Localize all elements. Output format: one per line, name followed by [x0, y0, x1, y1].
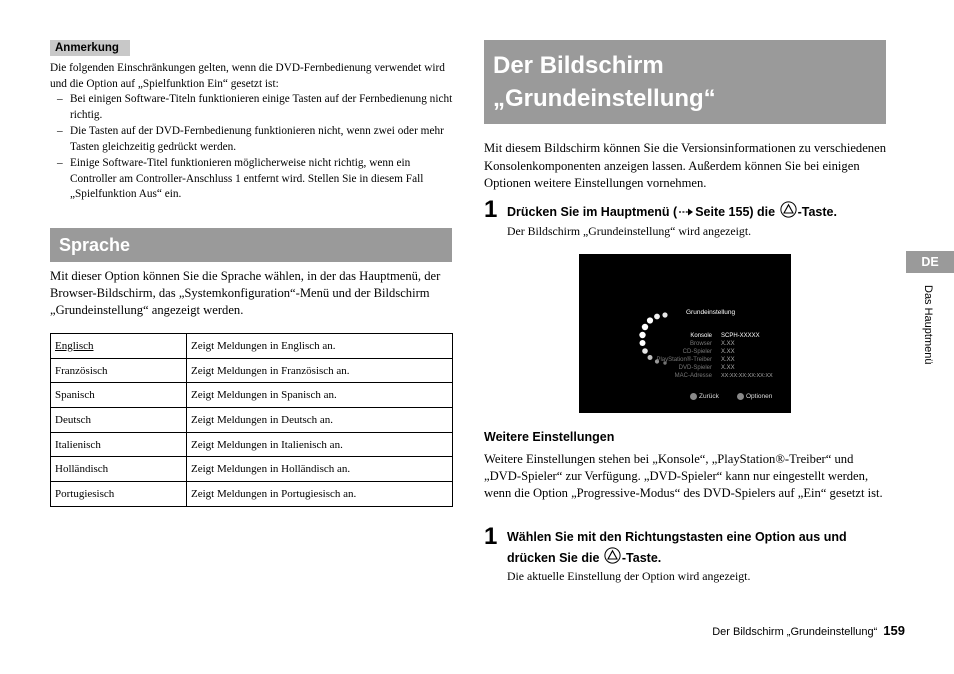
- note-item-text: Einige Software-Titel funktionieren möglicherweise nicht richtig, wenn ein Controller am Controller-Anschluss 1 entfernt wird. Stellen Sie in diesem Fall „Spielfunktion Aus“ ein.: [70, 157, 424, 200]
- page-title-line1: Der Bildschirm: [493, 52, 664, 79]
- screen-title: Grundeinstellung: [686, 309, 736, 316]
- screen-row-label: DVD-Spieler: [678, 365, 712, 371]
- note-intro: Die folgenden Einschränkungen gelten, wenn die DVD-Fernbedienung verwendet wird und die Option auf „Spielfunktion Ein“ gesetzt ist:: [50, 62, 445, 90]
- table-row: [51, 334, 453, 359]
- screen-row: [579, 356, 791, 364]
- chapter-label: Das Hauptmenü: [922, 285, 934, 365]
- step-text-part: -Taste.: [797, 204, 837, 219]
- screen-row: [579, 372, 791, 380]
- step-text-part: Wählen Sie mit den Richtungstasten eine Option aus und drücken Sie die: [507, 530, 847, 565]
- screen-row: [579, 340, 791, 348]
- screen-row-value: X.XX: [721, 341, 735, 347]
- description-cell: Zeigt Meldungen in Italienisch an.: [187, 432, 453, 457]
- language-cell: Portugiesisch: [51, 482, 187, 507]
- dash: –: [57, 93, 63, 105]
- screen-row-label: Browser: [689, 341, 712, 347]
- language-cell: Deutsch: [51, 408, 187, 433]
- table-row: [51, 358, 453, 383]
- note-item: [50, 92, 455, 123]
- step-text-part: Drücken Sie im Hauptmenü (: [507, 204, 678, 219]
- step-instruction: [507, 528, 887, 570]
- description-cell: Zeigt Meldungen in Englisch an.: [187, 334, 453, 359]
- description-cell: Zeigt Meldungen in Holländisch an.: [187, 457, 453, 482]
- screen-row-value: X.XX: [721, 365, 735, 371]
- note-item: [50, 156, 455, 203]
- screen-row-value: X.XX: [721, 349, 735, 355]
- description-cell: Zeigt Meldungen in Französisch an.: [187, 358, 453, 383]
- weitere-body: Weitere Einstellungen stehen bei „Konsole“, „PlayStation®-Treiber“ und „DVD-Spieler“ zur Verfügung. „DVD-Spieler“ kann nur eingestellt werden, wenn die Option „Progressive-Modus“ des DVD-Spielers auf „Ein“ gesetzt ist.: [484, 452, 883, 500]
- table-row: [51, 432, 453, 457]
- back-hint: [690, 393, 719, 400]
- step-number: 1: [484, 196, 498, 223]
- step-result: Der Bildschirm „Grundeinstellung“ wird angezeigt.: [507, 224, 752, 238]
- language-cell: Italienisch: [51, 432, 187, 457]
- screen-row-value: XX:XX:XX:XX:XX:XX: [721, 373, 773, 379]
- triangle-button-icon: [780, 201, 797, 224]
- weitere-heading: Weitere Einstellungen: [484, 430, 615, 444]
- circle-button-icon: [690, 393, 697, 400]
- screen-row-value: X.XX: [721, 357, 735, 363]
- screen-row-label: PlayStation®-Treiber: [656, 357, 712, 363]
- table-row: [51, 457, 453, 482]
- step-instruction: [507, 201, 897, 224]
- screen-row: [579, 332, 791, 340]
- options-label: Optionen: [746, 393, 773, 401]
- description-cell: Zeigt Meldungen in Deutsch an.: [187, 408, 453, 433]
- step-result: Die aktuelle Einstellung der Option wird angezeigt.: [507, 569, 751, 583]
- note-list: [50, 92, 455, 204]
- screen-row-label: MAC-Adresse: [674, 373, 712, 379]
- section-heading-sprache: Sprache: [50, 228, 452, 262]
- dash: –: [57, 157, 63, 169]
- language-cell: Spanisch: [51, 383, 187, 408]
- triangle-button-icon: [604, 547, 621, 570]
- screen-row: [579, 348, 791, 356]
- table-row: [51, 383, 453, 408]
- note-item-text: Die Tasten auf der DVD-Fernbedienung funktionieren nicht, wenn zwei oder mehr Tasten gleichzeitig gedrückt werden.: [70, 125, 444, 153]
- screen-row-value: SCPH-XXXXX: [721, 333, 760, 339]
- language-cell: Holländisch: [51, 457, 187, 482]
- dash: –: [57, 125, 63, 137]
- screen-row: [579, 364, 791, 372]
- back-label: Zurück: [699, 393, 719, 401]
- grund-intro: Mit diesem Bildschirm können Sie die Versionsinformationen zu verschiedenen Konsolenkomponenten anzeigen lassen. Außerdem können Sie bei einigen Optionen weitere Einstellungen vornehmen.: [484, 141, 886, 190]
- page-title: [484, 40, 886, 124]
- note-item-text: Bei einigen Software-Titeln funktionieren einige Tasten auf der Fernbedienung nicht richtig.: [70, 93, 453, 121]
- page-title-line2: „Grundeinstellung“: [493, 85, 716, 112]
- triangle-button-icon: [737, 393, 744, 400]
- page-reference-arrow-icon: [679, 203, 693, 222]
- language-table: [50, 333, 453, 507]
- description-cell: Zeigt Meldungen in Portugiesisch an.: [187, 482, 453, 507]
- step-text-part: Seite 155) die: [695, 204, 776, 219]
- language-cell: Englisch: [51, 334, 187, 359]
- language-tab: DE: [906, 251, 954, 273]
- screen-row-label: Konsole: [690, 333, 712, 339]
- note-item: [50, 124, 455, 155]
- note-label: Anmerkung: [50, 40, 130, 56]
- footer-title: Der Bildschirm „Grundeinstellung“: [712, 626, 878, 638]
- step-number: 1: [484, 523, 498, 550]
- description-cell: Zeigt Meldungen in Spanisch an.: [187, 383, 453, 408]
- page-number: 159: [883, 623, 905, 638]
- grundeinstellung-screenshot: [579, 254, 791, 413]
- page-footer: [712, 623, 905, 638]
- screen-row-label: CD-Spieler: [682, 349, 712, 355]
- table-row: [51, 408, 453, 433]
- options-hint: [737, 393, 772, 400]
- language-cell: Französisch: [51, 358, 187, 383]
- table-row: [51, 482, 453, 507]
- sprache-body: Mit dieser Option können Sie die Sprache wählen, in der das Hauptmenü, der Browser-Bildschirm, das „Systemkonfiguration“-Menü und der Bildschirm „Grundeinstellung“ angezeigt werden.: [50, 269, 441, 317]
- step-text-part: -Taste.: [621, 550, 662, 565]
